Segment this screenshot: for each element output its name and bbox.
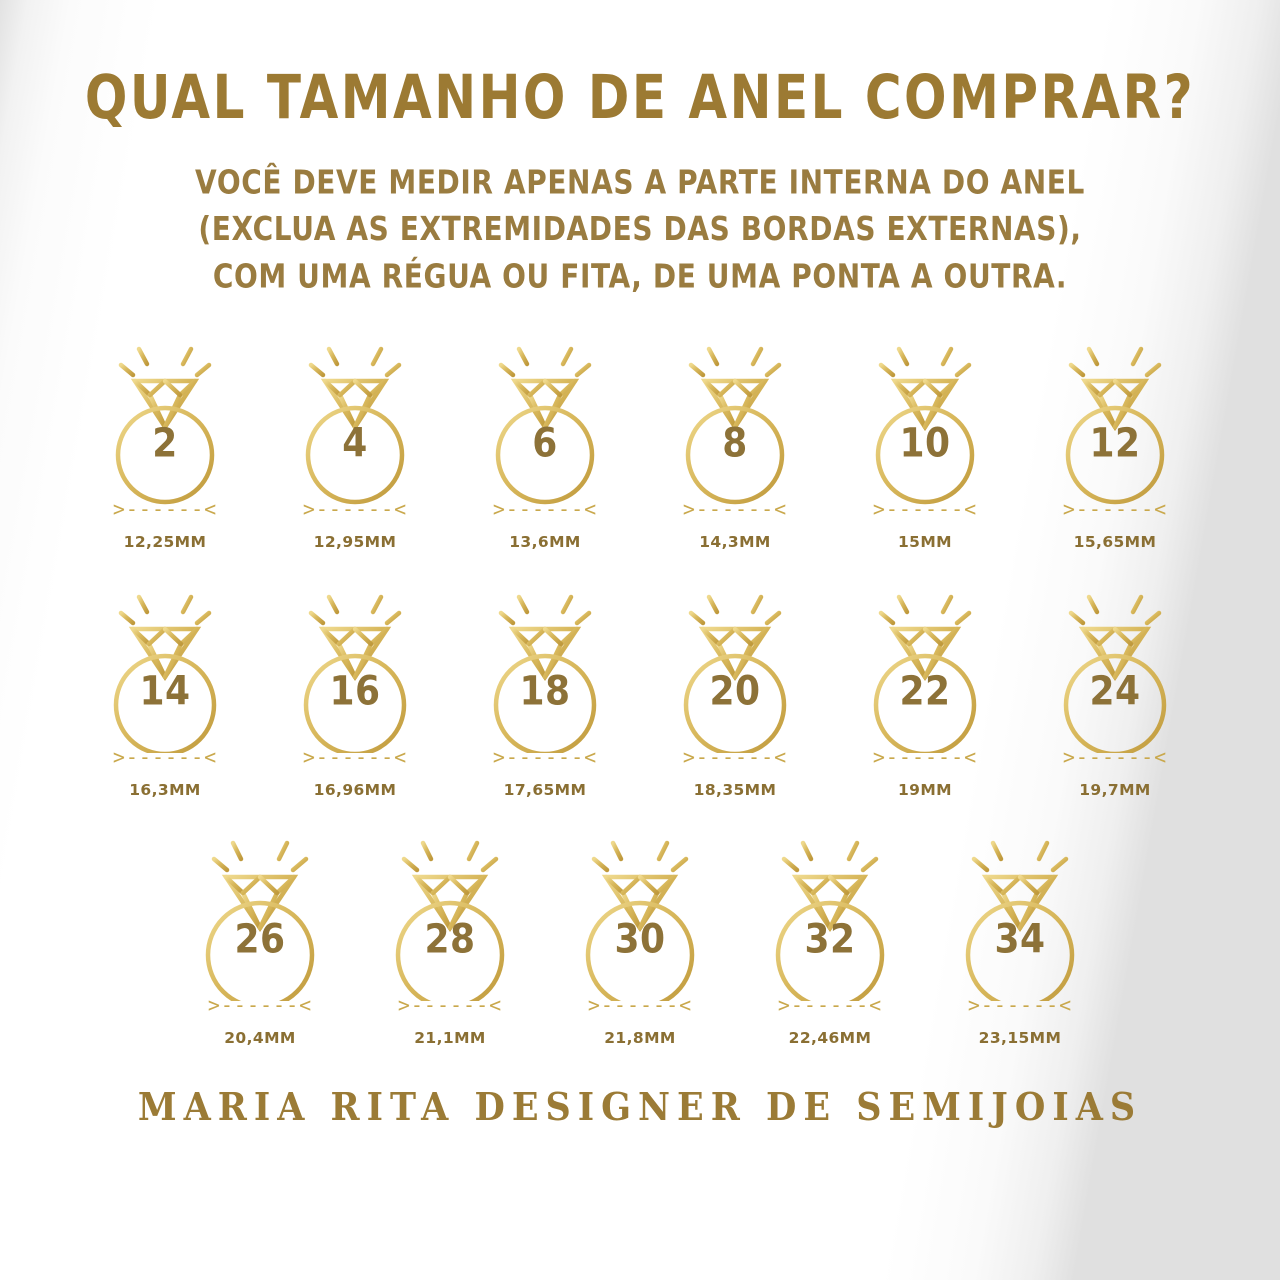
ring-diameter-mm: 13,6MM — [509, 532, 581, 551]
ring-diameter-mm: 21,1MM — [414, 1028, 486, 1047]
ruler-mark: >------< — [777, 992, 883, 1017]
ruler-mark: >------< — [1062, 496, 1168, 521]
ruler-mark: >------< — [967, 992, 1073, 1017]
page-title: QUAL TAMANHO DE ANEL COMPRAR? — [84, 62, 1196, 133]
ruler-mark: >------< — [112, 496, 218, 521]
ring-size-item[interactable] — [81, 583, 249, 799]
ring-diameter-mm: 16,96MM — [313, 780, 397, 799]
ring-icon — [950, 831, 1090, 1001]
ring-icon — [285, 583, 425, 753]
ring-size-item[interactable] — [176, 831, 344, 1047]
ring-size-number: 14 — [139, 668, 191, 715]
ring-size-number: 34 — [994, 916, 1046, 963]
ring-diameter-mm: 15MM — [897, 532, 953, 551]
ruler-mark: >------< — [302, 496, 408, 521]
ring-diameter-mm: 16,3MM — [129, 780, 201, 799]
ring-size-number: 30 — [614, 916, 666, 963]
ring-size-item[interactable] — [1031, 583, 1199, 799]
ring-icon — [570, 831, 710, 1001]
ring-size-item[interactable] — [461, 335, 629, 551]
ring-size-item[interactable] — [556, 831, 724, 1047]
ring-diameter-mm: 17,65MM — [503, 780, 587, 799]
ruler-mark: >------< — [492, 496, 598, 521]
instruction-line-1: VOCÊ DEVE MEDIR APENAS A PARTE INTERNA DO ANEL — [195, 163, 1085, 202]
ruler-mark: >------< — [112, 744, 218, 769]
ring-icon — [1045, 583, 1185, 753]
ring-size-number: 12 — [1089, 420, 1141, 467]
ring-size-item[interactable] — [271, 335, 439, 551]
ruler-mark: >------< — [302, 744, 408, 769]
ring-icon — [855, 335, 995, 505]
ring-size-number: 20 — [709, 668, 761, 715]
ring-size-number: 8 — [722, 420, 748, 467]
ring-size-item[interactable] — [461, 583, 629, 799]
ruler-mark: >------< — [1062, 744, 1168, 769]
ring-diameter-mm: 20,4MM — [224, 1028, 296, 1047]
ring-icon — [95, 583, 235, 753]
ruler-mark: >------< — [682, 744, 788, 769]
brand-footer: MARIA RITA DESIGNER DE SEMIJOIAS — [137, 1084, 1143, 1130]
ring-size-number: 6 — [532, 420, 558, 467]
ring-diameter-mm: 23,15MM — [978, 1028, 1062, 1047]
ring-size-number: 18 — [519, 668, 571, 715]
ruler-mark: >------< — [682, 496, 788, 521]
ring-size-item[interactable] — [271, 583, 439, 799]
ruler-mark: >------< — [397, 992, 503, 1017]
ring-size-item[interactable] — [651, 583, 819, 799]
ring-size-item[interactable] — [746, 831, 914, 1047]
ring-diameter-mm: 12,95MM — [313, 532, 397, 551]
ring-size-grid — [60, 335, 1220, 1047]
ring-icon — [380, 831, 520, 1001]
ring-diameter-mm: 15,65MM — [1073, 532, 1157, 551]
ring-diameter-mm: 19MM — [897, 780, 953, 799]
ring-diameter-mm: 18,35MM — [693, 780, 777, 799]
ring-size-item[interactable] — [1031, 335, 1199, 551]
ring-row — [60, 335, 1220, 551]
instructions — [195, 160, 1085, 300]
ring-size-number: 28 — [424, 916, 476, 963]
ring-icon — [855, 583, 995, 753]
ring-icon — [95, 335, 235, 505]
ring-row — [60, 583, 1220, 799]
ring-icon — [475, 583, 615, 753]
ring-size-item[interactable] — [651, 335, 819, 551]
ring-size-number: 4 — [342, 420, 368, 467]
ring-icon — [665, 583, 805, 753]
ring-diameter-mm: 21,8MM — [604, 1028, 676, 1047]
ring-icon — [1045, 335, 1185, 505]
ring-icon — [190, 831, 330, 1001]
ring-size-number: 32 — [804, 916, 856, 963]
ring-size-number: 10 — [899, 420, 951, 467]
ring-row — [60, 831, 1220, 1047]
ring-size-number: 22 — [899, 668, 951, 715]
ruler-mark: >------< — [872, 496, 978, 521]
ring-size-item[interactable] — [936, 831, 1104, 1047]
ring-size-item[interactable] — [81, 335, 249, 551]
ruler-mark: >------< — [872, 744, 978, 769]
ring-diameter-mm: 12,25MM — [123, 532, 207, 551]
ring-size-number: 24 — [1089, 668, 1141, 715]
ruler-mark: >------< — [207, 992, 313, 1017]
ring-icon — [475, 335, 615, 505]
ring-size-item[interactable] — [366, 831, 534, 1047]
ring-diameter-mm: 14,3MM — [699, 532, 771, 551]
ring-icon — [665, 335, 805, 505]
ring-diameter-mm: 19,7MM — [1079, 780, 1151, 799]
ring-icon — [760, 831, 900, 1001]
ring-size-number: 2 — [152, 420, 178, 467]
ring-diameter-mm: 22,46MM — [788, 1028, 872, 1047]
ring-size-number: 16 — [329, 668, 381, 715]
instruction-line-3: COM UMA RÉGUA OU FITA, DE UMA PONTA A OUTRA. — [212, 257, 1068, 296]
ring-size-item[interactable] — [841, 335, 1009, 551]
ruler-mark: >------< — [587, 992, 693, 1017]
ring-size-number: 26 — [234, 916, 286, 963]
ring-size-item[interactable] — [841, 583, 1009, 799]
instruction-line-2: (EXCLUA AS EXTREMIDADES DAS BORDAS EXTERNAS), — [198, 210, 1082, 249]
ring-icon — [285, 335, 425, 505]
ruler-mark: >------< — [492, 744, 598, 769]
